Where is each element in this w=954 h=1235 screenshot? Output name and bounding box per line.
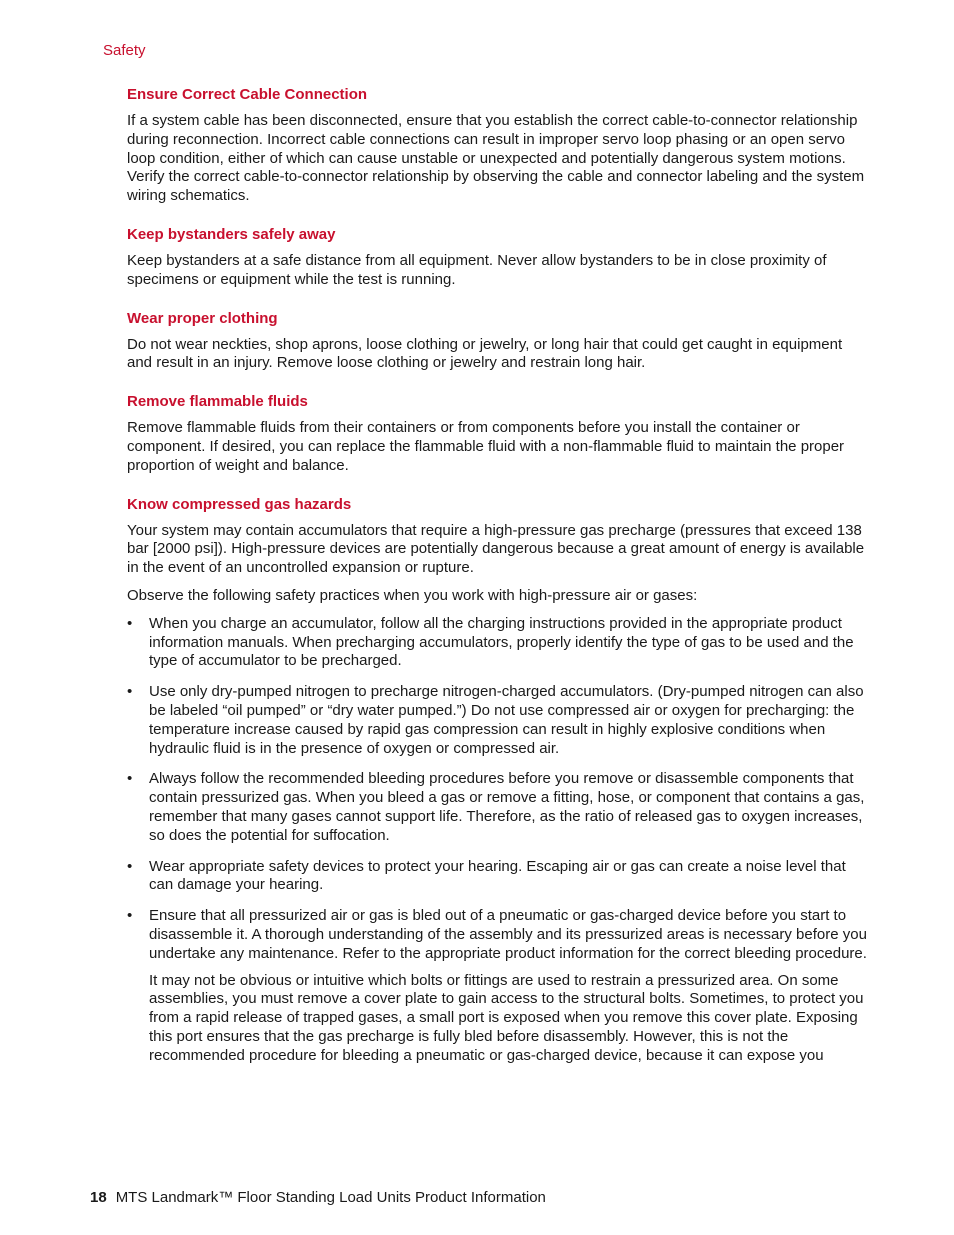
bullet-marker: •	[127, 907, 133, 925]
paragraph-compressed-gas-practices: Observe the following safety practices when you work with high-pressure air or gases:	[127, 586, 698, 604]
list-item-text: Use only dry-pumped nitrogen to precharge nitrogen-charged accumulators. (Dry-pumped nitrogen can also be labeled “oil pumped” or “dry water pumped.”) Do not use compressed air or oxygen for precharging: the temperature increase caused by rapid gas compression can result in highly explosive conditions when hydraulic fluid is in the presence of oxygen or compressed air.	[149, 683, 864, 757]
bullet-marker: •	[127, 683, 133, 701]
page-number: 18	[90, 1189, 107, 1206]
list-item	[127, 770, 869, 845]
list-item	[127, 858, 869, 896]
bullet-marker: •	[127, 857, 133, 875]
paragraph-compressed-gas-intro: Your system may contain accumulators that require a high-pressure gas precharge (pressures that exceed 138 bar [2000 psi]). High-pressure devices are potentially dangerous because a great amount of energy is available in the event of an uncontrolled expansion or rupture.	[127, 521, 865, 577]
section-heading-clothing: Wear proper clothing	[127, 309, 278, 327]
paragraph-flammable-fluids: Remove flammable fluids from their containers or from components before you install the container or component. If desired, you can replace the flammable fluid with a non-flammable fluid to maintain the proper proportion of weight and balance.	[127, 419, 845, 474]
page-content	[127, 86, 869, 1077]
list-item-sub-paragraph: It may not be obvious or intuitive which bolts or fittings are used to restrain a pressurized area. On some assemblies, you must remove a cover plate to gain access to the structural bolts. Sometimes, to protect you from a rapid release of trapped gases, a small port is exposed when you remove this cover plate. Exposing this port ensures that the gas precharge is fully bled before disassembly. However, this is not the recommended procedure for bleeding a pneumatic or gas-charged device, because it can expose you	[149, 971, 864, 1064]
list-item-text: Wear appropriate safety devices to protect your hearing. Escaping air or gas can create a noise level that can damage your hearing.	[149, 857, 846, 894]
section-heading-bystanders: Keep bystanders safely away	[127, 225, 336, 243]
section-heading-compressed-gas: Know compressed gas hazards	[127, 495, 352, 513]
page-footer	[90, 1189, 546, 1206]
section-heading-cable-connection: Ensure Correct Cable Connection	[127, 86, 368, 103]
bullet-marker: •	[127, 770, 133, 788]
safety-practices-list	[127, 615, 869, 1066]
list-item	[127, 683, 869, 758]
list-item-text: When you charge an accumulator, follow all the charging instructions provided in the appropriate product information manuals. When precharging accumulators, properly identify the type of gas to be used and the type of accumulator to be precharged.	[149, 614, 854, 670]
paragraph-clothing: Do not wear neckties, shop aprons, loose clothing or jewelry, or long hair that could get caught in equipment and result in an injury. Remove loose clothing or jewelry and restrain long hair.	[127, 335, 843, 372]
list-item-text: Ensure that all pressurized air or gas is bled out of a pneumatic or gas-charged device before you start to disassemble it. A thorough understanding of the assembly and its pressurized areas is necessary before you undertake any maintenance. Refer to the appropriate product information for the correct bleeding procedure.	[149, 907, 867, 962]
paragraph-bystanders: Keep bystanders at a safe distance from all equipment. Never allow bystanders to be in close proximity of specimens or equipment while the test is running.	[127, 251, 827, 288]
paragraph-cable-connection: If a system cable has been disconnected, ensure that you establish the correct cable-to-connector relationship during reconnection. Incorrect cable connections can result in improper servo loop phasing or an open servo loop condition, either of which can cause unstable or unexpected and potentially dangerous system motions. Verify the correct cable-to-connector relationship by observing the cable and connector labeling and the system wiring schematics.	[127, 112, 865, 205]
bullet-marker: •	[127, 614, 133, 632]
section-heading-flammable-fluids: Remove flammable fluids	[127, 393, 308, 411]
document-title: MTS Landmark™ Floor Standing Load Units Product Information	[115, 1189, 546, 1206]
list-item	[127, 615, 869, 671]
running-header: Safety	[103, 42, 146, 59]
list-item	[127, 907, 869, 1065]
list-item-text: Always follow the recommended bleeding procedures before you remove or disassemble components that contain pressurized gas. When you bleed a gas or remove a fitting, hose, or component that contains a gas, remember that many gases cannot support life. Therefore, as the ratio of released gas to oxygen increases, so does the potential for suffocation.	[149, 770, 865, 844]
